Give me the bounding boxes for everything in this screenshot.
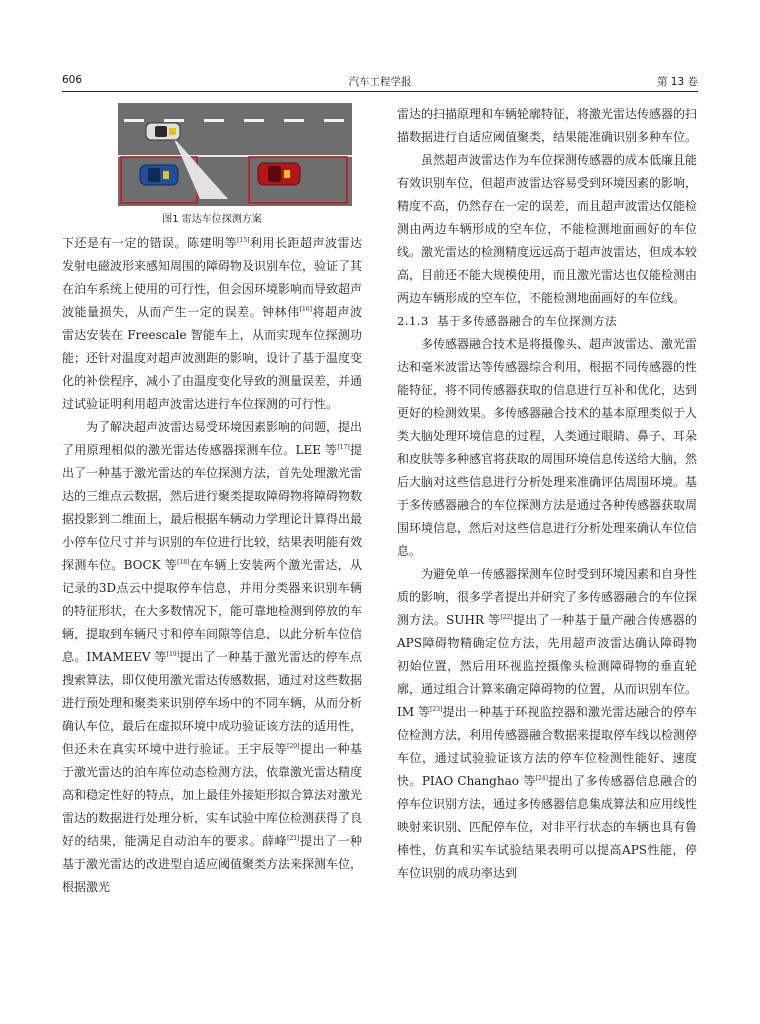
text-span: 提出一种基于激光雷达的泊车库位动态检测方法，依靠激光雷达精度高和稳定性好的特点，加上最佳外接矩形拟合算法对激光雷达的数据进行处理分析，实车试验中库位检测获得了良好的结果，能满足自动泊车的要求。薛峰 xyxy=(62,742,363,848)
citation: [18] xyxy=(177,559,190,566)
page-number: 606 xyxy=(62,74,83,86)
text-span: 在车辆上安装两个激光雷达，从记录的3D点云中提取停车信息，并用分类器来识别车辆的特征形状，在大多数情况下，能可靠地检测到停放的车辆，提取到车辆尺寸和停车间隙等信息，以此分析车位信息。IMAMEEV 等 xyxy=(62,558,363,664)
citation: [21] xyxy=(287,835,300,842)
header-rule xyxy=(62,91,698,92)
paragraph xyxy=(397,563,697,885)
text-span: 为了解决超声波雷达易受环境因素影响的问题，提出了用原理相似的激光雷达传感器探测车位。LEE 等 xyxy=(62,420,363,457)
citation: [22] xyxy=(500,614,513,621)
paragraph: 虽然超声波雷达作为车位探测传感器的成本低廉且能有效识别车位，但超声波雷达容易受到环境因素的影响，精度不高，仍然存在一定的误差，而且超声波雷达仅能检测由两边车辆形成的空车位，不能检测地面画好的车位线。激光雷达的检测精度远远高于超声波雷达，但成本较高，目前还不能大规模使用，而且激光雷达也仅能检测由两边车辆形成的空车位，不能检测地面画好的车位线。 xyxy=(397,153,698,305)
citation: [24] xyxy=(535,775,548,782)
citation: [23] xyxy=(430,706,443,713)
section-heading xyxy=(397,310,697,333)
citation: [15] xyxy=(237,237,250,244)
text-span: 提出了一种基于激光雷达的改进型自适应阈值聚类方法来探测车位，根据激光 xyxy=(62,834,363,894)
figure-illustration xyxy=(118,103,352,206)
section-title: 基于多传感器融合的车位探测方法 xyxy=(437,314,618,328)
citation: [16] xyxy=(299,306,312,313)
text-span: 将超声波雷达安装在 Freescale 智能车上，从而实现车位探测功能；还针对温度对超声波测距的影响，设计了基于温度变化的补偿程序，减小了由温度变化导致的测量误差，并通过试验证明利用超声波雷达进行车位探测的可行性。 xyxy=(62,305,363,411)
right-column xyxy=(397,103,697,885)
text-span: 提出了多传感器信息融合的停车位识别方法，通过多传感器信息集成算法和应用线性映射来识别、匹配停车位，对非平行状态的车辆也具有鲁棒性，仿真和实车试验结果表明可以提高APS性能，停车位识别的成功率达到 xyxy=(397,774,698,880)
text-span: 提出了一种基于量产融合传感器的 APS障碍物精确定位方法，先用超声波雷达确认障碍物初始位置，然后用环视监控摄像头检测障碍物的垂直轮廓，通过组合计算来确定障碍物的位置，从而识别车位。IM 等 xyxy=(397,613,698,719)
paragraph xyxy=(62,416,362,899)
left-column xyxy=(62,232,362,899)
paragraph: 多传感器融合技术是将摄像头、超声波雷达、激光雷达和毫米波雷达等传感器综合利用，根据不同传感器的性能特征，将不同传感器获取的信息进行互补和优化，达到更好的检测效果。多传感器融合技术的基本原理类似于人类大脑处理环境信息的过程，人类通过眼睛、鼻子、耳朵和皮肤等多种感官将获取的周围环境信息传送给大脑，然后大脑对这些信息进行分析处理来准确评估周围环境。基于多传感器融合的车位探测方法是通过各种传感器获取周围环境信息，然后对这些信息进行分析处理来确认车位信息。 xyxy=(397,337,698,558)
text-span: 提出了一种基于激光雷达的车位探测方法，首先处理激光雷达的三维点云数据，然后进行聚类提取障碍物将障碍物数据投影到二维面上，最后根据车辆动力学理论计算得出最小停车位尺寸并与识别的车位进行比较，结果表明能有效探测车位。BOCK 等 xyxy=(62,443,363,572)
volume-label: 第 13 卷 xyxy=(656,76,698,88)
text-span: 下还是有一定的错误。陈建明等 xyxy=(62,236,238,250)
paragraph xyxy=(62,232,362,416)
text-span: 提出一种基于环视监控器和激光雷达融合的停车位检测方法，利用传感器融合数据来提取停车线以检测停车位，通过试验验证该方法的停车位检测性能好、速度快。PIAO Changhao 等 xyxy=(397,705,698,788)
citation: [17] xyxy=(337,444,350,451)
figure-radar-detection xyxy=(118,103,352,206)
journal-title: 汽车工程学报 xyxy=(348,76,412,88)
citation: [20] xyxy=(287,743,300,750)
citation: [19] xyxy=(166,651,180,658)
section-number: 2.1.3 xyxy=(397,314,429,328)
text-span: 为避免单一传感器探测车位时受到环境因素和自身性质的影响，很多学者提出并研究了多传感器融合的车位探测方法。SUHR 等 xyxy=(397,567,698,627)
paragraph: 雷达的扫描原理和车辆轮廓特征，将激光雷达传感器的扫描数据进行自适应阈值聚类，结果能准确识别多种车位。 xyxy=(397,107,698,144)
page-header xyxy=(62,74,698,90)
text-span: 利用长距超声波雷达发射电磁波形来感知周围的障碍物及识别车位，验证了其在泊车系统上使用的可行性，但会因环境影响而导致超声波能量损失，从而产生一定的误差。钟林伟 xyxy=(62,236,363,319)
figure-caption: 图1 雷达车位探测方案 xyxy=(162,214,262,225)
text-span: 提出了一种基于激光雷达的停车点搜索算法，即仅使用激光雷达传感数据，通过对这些数据进行预处理和聚类来识别停车场中的不同车辆，从而分析确认车位，最后在虚拟环境中成功验证该方法的适用性，但还未在真实环境中进行验证。王宇辰等 xyxy=(62,650,363,756)
